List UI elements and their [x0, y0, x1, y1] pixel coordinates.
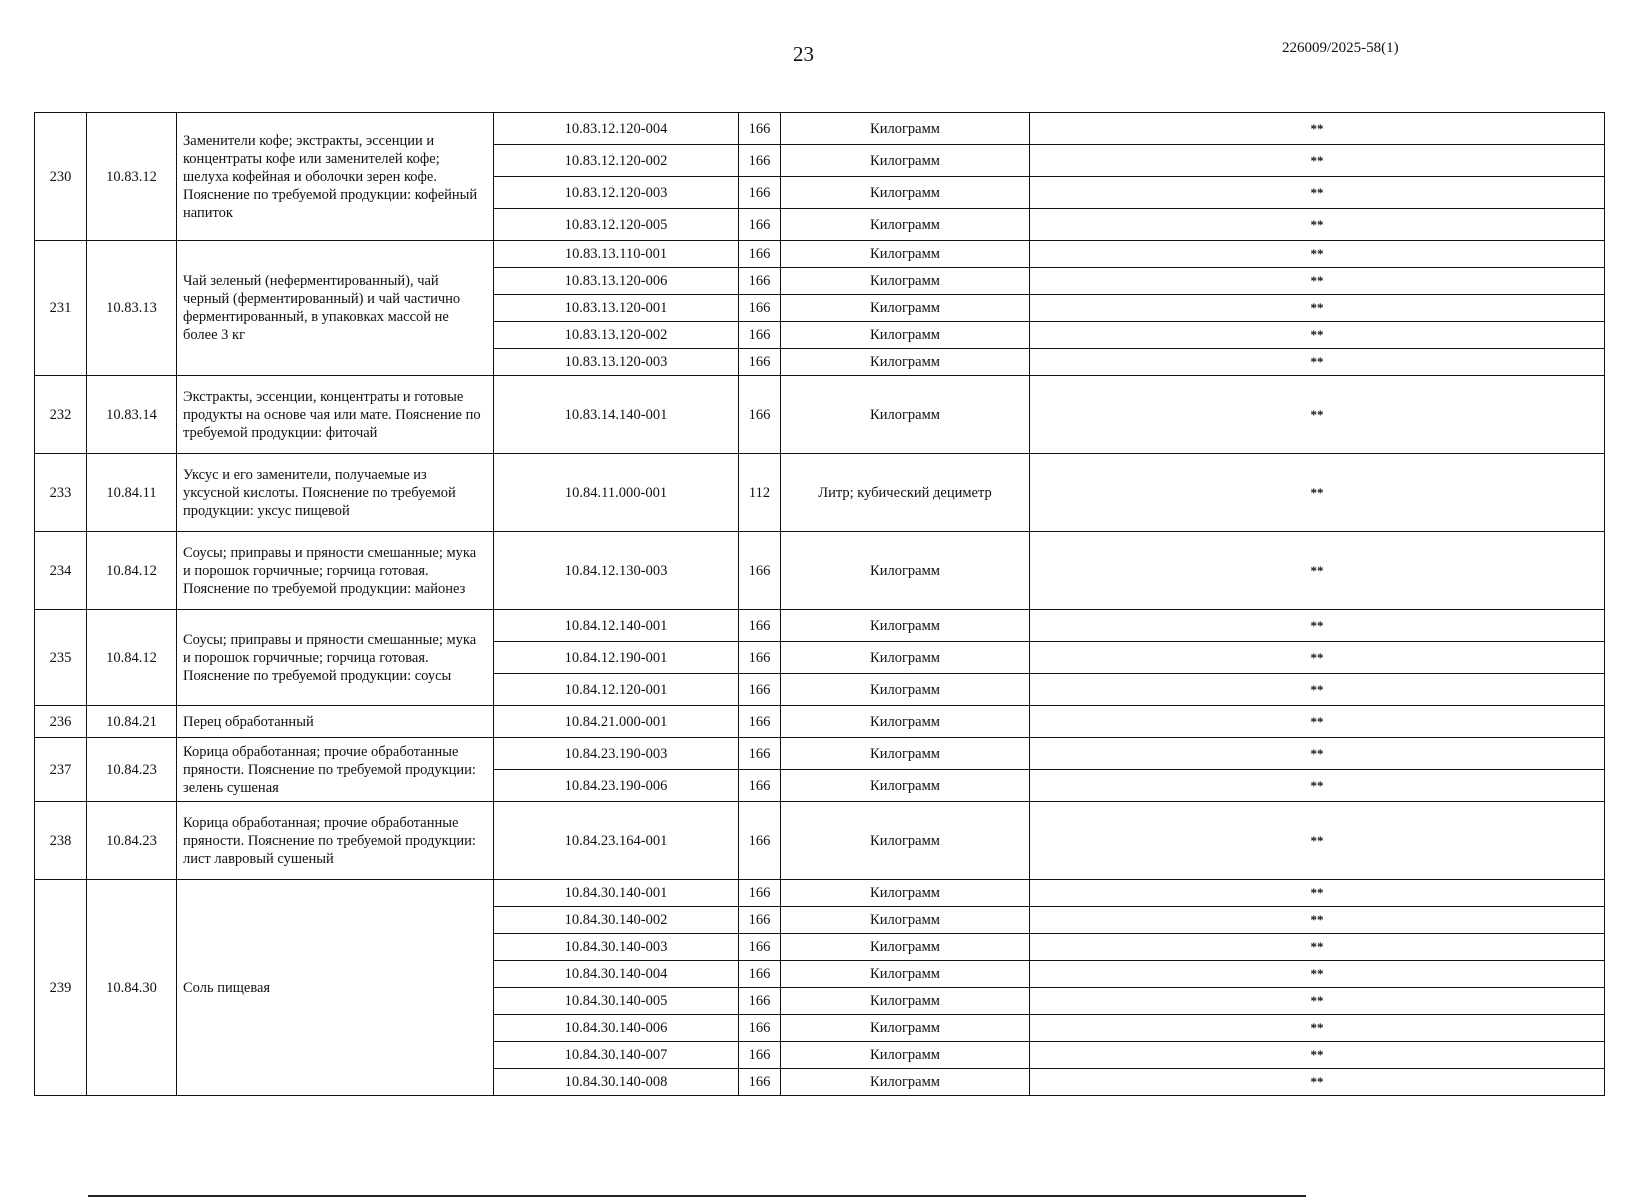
requirement-value-cell: **: [1030, 1042, 1605, 1069]
ktru-code-cell: 10.83.12.120-004: [494, 113, 739, 145]
ktru-code-cell: 10.84.30.140-001: [494, 880, 739, 907]
unit-cell: Килограмм: [781, 880, 1030, 907]
product-description-cell: Соусы; приправы и пряности смешанные; мука и порошок горчичные; горчица готовая. Пояснение по требуемой продукции: соусы: [177, 610, 494, 706]
requirement-value-cell: **: [1030, 802, 1605, 880]
okei-code-cell: 112: [739, 454, 781, 532]
row-number-cell: 236: [35, 706, 87, 738]
table-row: [35, 454, 1605, 532]
row-number-cell: 235: [35, 610, 87, 706]
row-number-cell: 233: [35, 454, 87, 532]
okei-code-cell: 166: [739, 1069, 781, 1096]
requirement-value-cell: **: [1030, 934, 1605, 961]
product-description-cell: Корица обработанная; прочие обработанные пряности. Пояснение по требуемой продукции: зелень сушеная: [177, 738, 494, 802]
ktru-code-cell: 10.84.12.130-003: [494, 532, 739, 610]
requirement-value-cell: **: [1030, 454, 1605, 532]
unit-cell: Килограмм: [781, 1069, 1030, 1096]
ktru-code-cell: 10.84.30.140-008: [494, 1069, 739, 1096]
okpd2-code-cell: 10.84.23: [87, 802, 177, 880]
okei-code-cell: 166: [739, 376, 781, 454]
ktru-code-cell: 10.84.30.140-002: [494, 907, 739, 934]
table-row: [35, 113, 1605, 145]
okei-code-cell: 166: [739, 1042, 781, 1069]
unit-cell: Литр; кубический дециметр: [781, 454, 1030, 532]
okei-code-cell: 166: [739, 770, 781, 802]
ktru-code-cell: 10.84.30.140-005: [494, 988, 739, 1015]
requirement-value-cell: **: [1030, 770, 1605, 802]
row-number-cell: 231: [35, 241, 87, 376]
unit-cell: Килограмм: [781, 376, 1030, 454]
ktru-code-cell: 10.84.12.120-001: [494, 674, 739, 706]
bottom-divider: [88, 1195, 1306, 1197]
okpd2-code-cell: 10.84.11: [87, 454, 177, 532]
product-description-cell: Перец обработанный: [177, 706, 494, 738]
unit-cell: Килограмм: [781, 532, 1030, 610]
requirement-value-cell: **: [1030, 880, 1605, 907]
row-number-cell: 238: [35, 802, 87, 880]
ktru-code-cell: 10.83.13.110-001: [494, 241, 739, 268]
okei-code-cell: 166: [739, 268, 781, 295]
unit-cell: Килограмм: [781, 349, 1030, 376]
products-table: [34, 112, 1605, 1096]
okei-code-cell: 166: [739, 934, 781, 961]
requirement-value-cell: **: [1030, 642, 1605, 674]
table-row: [35, 610, 1605, 642]
unit-cell: Килограмм: [781, 961, 1030, 988]
okpd2-code-cell: 10.83.14: [87, 376, 177, 454]
okpd2-code-cell: 10.83.13: [87, 241, 177, 376]
unit-cell: Килограмм: [781, 907, 1030, 934]
requirement-value-cell: **: [1030, 532, 1605, 610]
unit-cell: Килограмм: [781, 934, 1030, 961]
row-number-cell: 237: [35, 738, 87, 802]
unit-cell: Килограмм: [781, 209, 1030, 241]
ktru-code-cell: 10.84.23.190-006: [494, 770, 739, 802]
table-row: [35, 802, 1605, 880]
requirement-value-cell: **: [1030, 241, 1605, 268]
row-number-cell: 230: [35, 113, 87, 241]
unit-cell: Килограмм: [781, 1042, 1030, 1069]
okei-code-cell: 166: [739, 113, 781, 145]
ktru-code-cell: 10.83.13.120-001: [494, 295, 739, 322]
okei-code-cell: 166: [739, 610, 781, 642]
unit-cell: Килограмм: [781, 322, 1030, 349]
ktru-code-cell: 10.83.12.120-005: [494, 209, 739, 241]
ktru-code-cell: 10.84.30.140-003: [494, 934, 739, 961]
row-number-cell: 239: [35, 880, 87, 1096]
okpd2-code-cell: 10.83.12: [87, 113, 177, 241]
ktru-code-cell: 10.83.13.120-003: [494, 349, 739, 376]
ktru-code-cell: 10.84.21.000-001: [494, 706, 739, 738]
requirement-value-cell: **: [1030, 1015, 1605, 1042]
okei-code-cell: 166: [739, 880, 781, 907]
table-row: [35, 738, 1605, 770]
unit-cell: Килограмм: [781, 113, 1030, 145]
requirement-value-cell: **: [1030, 907, 1605, 934]
okei-code-cell: 166: [739, 209, 781, 241]
requirement-value-cell: **: [1030, 268, 1605, 295]
ktru-code-cell: 10.84.23.164-001: [494, 802, 739, 880]
ktru-code-cell: 10.84.30.140-007: [494, 1042, 739, 1069]
ktru-code-cell: 10.84.12.140-001: [494, 610, 739, 642]
requirement-value-cell: **: [1030, 295, 1605, 322]
table-row: [35, 241, 1605, 268]
requirement-value-cell: **: [1030, 322, 1605, 349]
ktru-code-cell: 10.83.12.120-002: [494, 145, 739, 177]
requirement-value-cell: **: [1030, 706, 1605, 738]
row-number-cell: 234: [35, 532, 87, 610]
unit-cell: Килограмм: [781, 1015, 1030, 1042]
okei-code-cell: 166: [739, 322, 781, 349]
requirement-value-cell: **: [1030, 1069, 1605, 1096]
okei-code-cell: 166: [739, 177, 781, 209]
requirement-value-cell: **: [1030, 674, 1605, 706]
unit-cell: Килограмм: [781, 177, 1030, 209]
unit-cell: Килограмм: [781, 988, 1030, 1015]
requirement-value-cell: **: [1030, 376, 1605, 454]
ktru-code-cell: 10.84.23.190-003: [494, 738, 739, 770]
okei-code-cell: 166: [739, 295, 781, 322]
unit-cell: Килограмм: [781, 738, 1030, 770]
product-description-cell: Соль пищевая: [177, 880, 494, 1096]
ktru-code-cell: 10.84.30.140-006: [494, 1015, 739, 1042]
ktru-code-cell: 10.84.11.000-001: [494, 454, 739, 532]
okei-code-cell: 166: [739, 802, 781, 880]
product-description-cell: Корица обработанная; прочие обработанные пряности. Пояснение по требуемой продукции: лист лавровый сушеный: [177, 802, 494, 880]
ktru-code-cell: 10.83.14.140-001: [494, 376, 739, 454]
unit-cell: Килограмм: [781, 674, 1030, 706]
okpd2-code-cell: 10.84.12: [87, 610, 177, 706]
requirement-value-cell: **: [1030, 988, 1605, 1015]
okei-code-cell: 166: [739, 961, 781, 988]
unit-cell: Килограмм: [781, 642, 1030, 674]
unit-cell: Килограмм: [781, 770, 1030, 802]
unit-cell: Килограмм: [781, 706, 1030, 738]
requirement-value-cell: **: [1030, 961, 1605, 988]
unit-cell: Килограмм: [781, 145, 1030, 177]
requirement-value-cell: **: [1030, 738, 1605, 770]
okei-code-cell: 166: [739, 706, 781, 738]
okei-code-cell: 166: [739, 642, 781, 674]
okei-code-cell: 166: [739, 988, 781, 1015]
table-row: [35, 532, 1605, 610]
table-row: [35, 880, 1605, 907]
requirement-value-cell: **: [1030, 145, 1605, 177]
product-description-cell: Соусы; приправы и пряности смешанные; мука и порошок горчичные; горчица готовая. Пояснение по требуемой продукции: майонез: [177, 532, 494, 610]
unit-cell: Килограмм: [781, 241, 1030, 268]
ktru-code-cell: 10.83.13.120-002: [494, 322, 739, 349]
requirement-value-cell: **: [1030, 113, 1605, 145]
unit-cell: Килограмм: [781, 268, 1030, 295]
okei-code-cell: 166: [739, 907, 781, 934]
okei-code-cell: 166: [739, 674, 781, 706]
okei-code-cell: 166: [739, 738, 781, 770]
page-number: 23: [793, 42, 814, 66]
okei-code-cell: 166: [739, 241, 781, 268]
ktru-code-cell: 10.84.30.140-004: [494, 961, 739, 988]
okei-code-cell: 166: [739, 532, 781, 610]
product-description-cell: Заменители кофе; экстракты, эссенции и концентраты кофе или заменителей кофе; шелуха кофейная и оболочки зерен кофе. Пояснение по требуемой продукции: кофейный напиток: [177, 113, 494, 241]
ktru-code-cell: 10.83.13.120-006: [494, 268, 739, 295]
okpd2-code-cell: 10.84.23: [87, 738, 177, 802]
table-row: [35, 376, 1605, 454]
product-description-cell: Уксус и его заменители, получаемые из уксусной кислоты. Пояснение по требуемой продукции: уксус пищевой: [177, 454, 494, 532]
document-reference: 226009/2025-58(1): [1282, 40, 1399, 56]
unit-cell: Килограмм: [781, 802, 1030, 880]
table-row: [35, 706, 1605, 738]
okpd2-code-cell: 10.84.12: [87, 532, 177, 610]
okpd2-code-cell: 10.84.30: [87, 880, 177, 1096]
unit-cell: Килограмм: [781, 610, 1030, 642]
okpd2-code-cell: 10.84.21: [87, 706, 177, 738]
requirement-value-cell: **: [1030, 349, 1605, 376]
okei-code-cell: 166: [739, 145, 781, 177]
ktru-code-cell: 10.83.12.120-003: [494, 177, 739, 209]
okei-code-cell: 166: [739, 1015, 781, 1042]
unit-cell: Килограмм: [781, 295, 1030, 322]
okei-code-cell: 166: [739, 349, 781, 376]
product-description-cell: Экстракты, эссенции, концентраты и готовые продукты на основе чая или мате. Пояснение по требуемой продукции: фиточай: [177, 376, 494, 454]
requirement-value-cell: **: [1030, 610, 1605, 642]
requirement-value-cell: **: [1030, 209, 1605, 241]
ktru-code-cell: 10.84.12.190-001: [494, 642, 739, 674]
product-description-cell: Чай зеленый (неферментированный), чай черный (ферментированный) и чай частично ферментированный, в упаковках массой не более 3 кг: [177, 241, 494, 376]
row-number-cell: 232: [35, 376, 87, 454]
requirement-value-cell: **: [1030, 177, 1605, 209]
